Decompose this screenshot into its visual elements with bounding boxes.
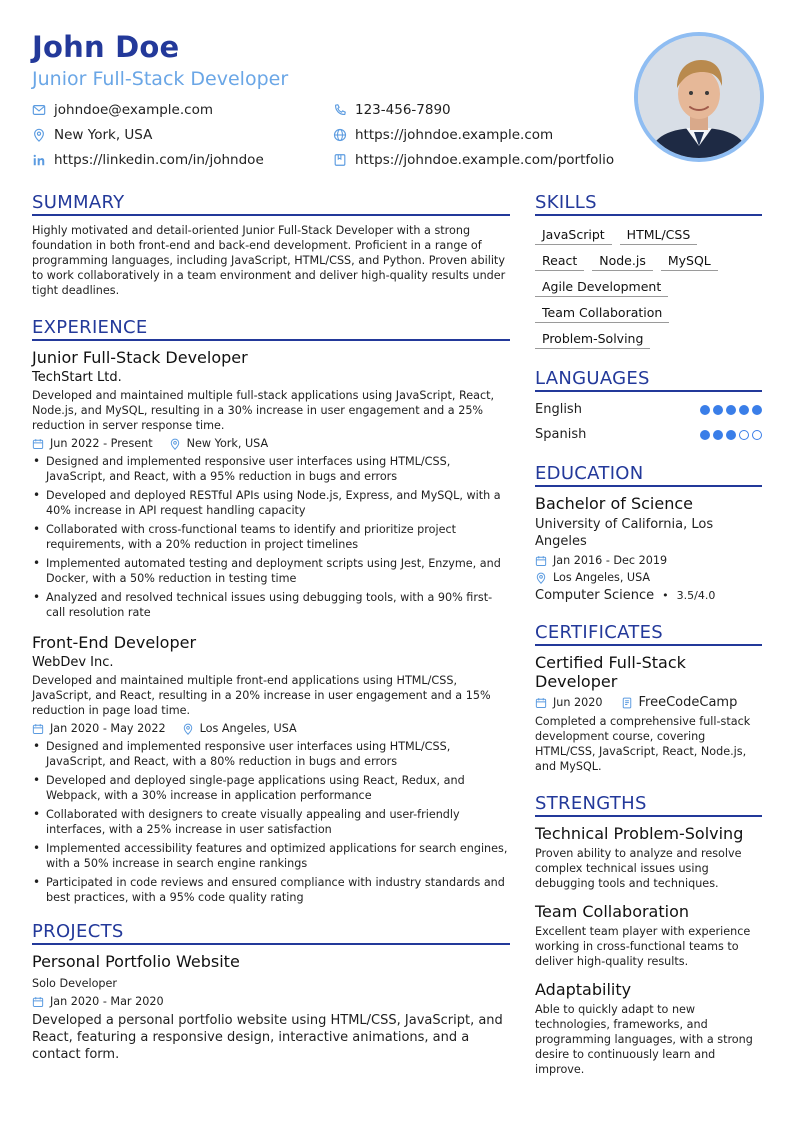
- skill-tag: JavaScript: [535, 226, 612, 245]
- language-level-dots: [700, 430, 762, 440]
- avatar-illustration: [638, 36, 760, 158]
- summary-text: Highly motivated and detail-oriented Junior Full-Stack Developer with a strong foundation in both front-end and back-end development. Proficient in a range of programming languages, including JavaScript, HTML/CSS, and Python. Proven ability to work collaboratively in a team environment and deliver high-quality results under tight deadlines.: [32, 224, 506, 297]
- calendar-icon: [535, 555, 547, 567]
- job-location: [169, 437, 269, 450]
- level-dot-filled: [700, 430, 710, 440]
- separator-dot: •: [662, 589, 669, 602]
- experience-heading: EXPERIENCE: [32, 317, 510, 341]
- project-title: Personal Portfolio Website: [32, 952, 240, 971]
- strength-title: Technical Problem-Solving: [535, 824, 744, 843]
- bookmark-icon: [333, 153, 347, 167]
- location-pin-icon: [169, 438, 181, 450]
- skill-tag: Agile Development: [535, 278, 668, 297]
- certificate-issuer-text: FreeCodeCamp: [638, 695, 738, 710]
- strength-entry: [535, 902, 762, 969]
- linkedin-icon: [32, 153, 46, 167]
- job-title: Front-End Developer: [32, 633, 197, 652]
- phone-icon: [333, 103, 347, 117]
- strength-entry: [535, 824, 762, 891]
- candidate-name: John Doe: [32, 30, 180, 64]
- calendar-icon: [32, 723, 44, 735]
- language-name: Spanish: [535, 427, 587, 442]
- languages-list: [535, 397, 762, 447]
- job-dates: [32, 437, 153, 450]
- job-location-text: New York, USA: [186, 437, 269, 450]
- strength-title: Adaptability: [535, 980, 632, 999]
- bullet-item: • Participated in code reviews and ensured compliance with industry standards and best practices, with a 95% code quality rating: [46, 875, 510, 905]
- contact-linkedin[interactable]: [32, 152, 264, 168]
- calendar-icon: [32, 438, 44, 450]
- level-dot-empty: [752, 430, 762, 440]
- job-bullets: [32, 739, 510, 905]
- location-text: New York, USA: [54, 127, 153, 143]
- certificate-date: [535, 696, 603, 709]
- projects-heading: PROJECTS: [32, 921, 510, 945]
- contact-location: [32, 127, 152, 143]
- certificate-date-text: Jun 2020: [553, 696, 603, 709]
- job-dates: [32, 722, 166, 735]
- calendar-icon: [535, 697, 547, 709]
- certificate-description: Completed a comprehensive full-stack development course, covering HTML/CSS, JavaScript, React, Node.js, and MySQL.: [535, 715, 751, 773]
- certificates-heading: CERTIFICATES: [535, 622, 762, 646]
- job-location-text: Los Angeles, USA: [199, 722, 297, 735]
- level-dot-filled: [752, 405, 762, 415]
- bullet-item: • Designed and implemented responsive user interfaces using HTML/CSS, JavaScript, and React, with a 95% reduction in bugs and errors: [46, 454, 510, 484]
- bullet-item: • Collaborated with designers to create visually appealing and user-friendly interfaces, with a 25% increase in user satisfaction: [46, 807, 510, 837]
- strength-entry: [535, 980, 762, 1077]
- level-dot-filled: [726, 405, 736, 415]
- job-title: Junior Full-Stack Developer: [32, 348, 248, 367]
- education-location: [535, 571, 762, 584]
- skill-tag: HTML/CSS: [620, 226, 698, 245]
- languages-heading: LANGUAGES: [535, 368, 762, 392]
- bullet-item: • Analyzed and resolved technical issues using debugging tools, with a 90% first-call resolution rate: [46, 590, 510, 620]
- bullet-item: • Implemented accessibility features and optimized applications for search engines, with a 50% increase in search engine rankings: [46, 841, 510, 871]
- summary-heading: SUMMARY: [32, 192, 510, 216]
- website-text: https://johndoe.example.com: [355, 127, 554, 143]
- linkedin-text: https://linkedin.com/in/johndoe: [54, 152, 264, 168]
- language-name: English: [535, 402, 582, 417]
- skill-tag: Problem-Solving: [535, 330, 650, 349]
- contact-website[interactable]: [333, 127, 553, 143]
- experience-entry: [32, 633, 510, 905]
- bullet-item: • Developed and deployed single-page applications using React, Redux, and Webpack, with a 30% increase in application performance: [46, 773, 510, 803]
- education-entry: [535, 494, 762, 603]
- strength-text: Able to quickly adapt to new technologies, frameworks, and programming languages, with a strong desire to continuously learn and improve.: [535, 1003, 753, 1076]
- company-name: WebDev Inc.: [32, 655, 114, 670]
- strength-text: Proven ability to analyze and resolve complex technical issues using debugging tools and techniques.: [535, 847, 742, 890]
- certificate-issuer: [621, 695, 738, 710]
- bullet-item: • Developed and deployed RESTful APIs using Node.js, Express, and MySQL, with a 40% increase in API request handling capacity: [46, 488, 510, 518]
- education-heading: EDUCATION: [535, 463, 762, 487]
- bullet-item: • Designed and implemented responsive user interfaces using HTML/CSS, JavaScript, and React, with a 80% reduction in bugs and errors: [46, 739, 510, 769]
- skill-tag: React: [535, 252, 584, 271]
- skill-tag: Node.js: [592, 252, 653, 271]
- profile-photo: [634, 32, 764, 162]
- project-description: Developed a personal portfolio website using HTML/CSS, JavaScript, and React, featuring a responsive design, interactive animations, and a contact form.: [32, 1013, 503, 1062]
- certificate-name: Certified Full-Stack Developer: [535, 653, 686, 691]
- contact-phone[interactable]: [333, 102, 451, 118]
- skill-tag: MySQL: [661, 252, 718, 271]
- strengths-heading: STRENGTHS: [535, 793, 762, 817]
- skills-list: [535, 224, 762, 354]
- candidate-role: Junior Full-Stack Developer: [32, 68, 289, 90]
- job-dates-text: Jan 2020 - May 2022: [50, 722, 166, 735]
- email-text: johndoe@example.com: [54, 102, 213, 118]
- company-name: TechStart Ltd.: [32, 370, 122, 385]
- project-role: Solo Developer: [32, 977, 117, 990]
- skills-heading: SKILLS: [535, 192, 762, 216]
- strength-text: Excellent team player with experience working in cross-functional teams to deliver high-quality results.: [535, 925, 751, 968]
- portfolio-text: https://johndoe.example.com/portfolio: [355, 152, 615, 168]
- strength-title: Team Collaboration: [535, 902, 690, 921]
- location-pin-icon: [182, 723, 194, 735]
- level-dot-filled: [713, 430, 723, 440]
- skill-tag: Team Collaboration: [535, 304, 669, 323]
- project-dates: [32, 995, 510, 1008]
- phone-text: 123-456-7890: [355, 102, 451, 118]
- language-row: [535, 422, 762, 447]
- education-dates: [535, 554, 762, 567]
- calendar-icon: [32, 996, 44, 1008]
- school-name: University of California, Los Angeles: [535, 517, 714, 549]
- bullet-item: • Implemented automated testing and deployment scripts using Jest, Enzyme, and Docker, with a 50% reduction in testing time: [46, 556, 510, 586]
- bullet-item: • Collaborated with cross-functional teams to identify and prioritize project requirements, with a 20% reduction in project timelines: [46, 522, 510, 552]
- job-description: Developed and maintained multiple front-end applications using HTML/CSS, JavaScript, and React, resulting in a 20% increase in user engagement and a 15% reduction in page load time.: [32, 674, 491, 717]
- project-entry: [32, 952, 510, 1063]
- project-dates-text: Jan 2020 - Mar 2020: [50, 995, 164, 1008]
- language-row: [535, 397, 762, 422]
- mail-icon: [32, 103, 46, 117]
- certificate-entry: [535, 653, 762, 774]
- level-dot-empty: [739, 430, 749, 440]
- job-bullets: [32, 454, 510, 620]
- location-pin-icon: [32, 128, 46, 142]
- gpa-value: 3.5/4.0: [676, 589, 716, 602]
- job-dates-text: Jun 2022 - Present: [50, 437, 153, 450]
- certificate-icon: [621, 697, 633, 709]
- language-level-dots: [700, 405, 762, 415]
- education-dates-text: Jan 2016 - Dec 2019: [553, 554, 668, 567]
- field-of-study: Computer Science: [535, 588, 655, 603]
- level-dot-filled: [700, 405, 710, 415]
- contact-portfolio[interactable]: [333, 152, 614, 168]
- location-pin-icon: [535, 572, 547, 584]
- degree-title: Bachelor of Science: [535, 494, 693, 513]
- level-dot-filled: [713, 405, 723, 415]
- job-location: [182, 722, 297, 735]
- globe-icon: [333, 128, 347, 142]
- level-dot-filled: [739, 405, 749, 415]
- level-dot-filled: [726, 430, 736, 440]
- job-description: Developed and maintained multiple full-stack applications using JavaScript, React, Node.js, and MySQL, resulting in a 30% increase in user engagement and a 25% reduction in server response time.: [32, 389, 495, 432]
- experience-entry: [32, 348, 510, 620]
- contact-email[interactable]: [32, 102, 213, 118]
- education-location-text: Los Angeles, USA: [553, 571, 651, 584]
